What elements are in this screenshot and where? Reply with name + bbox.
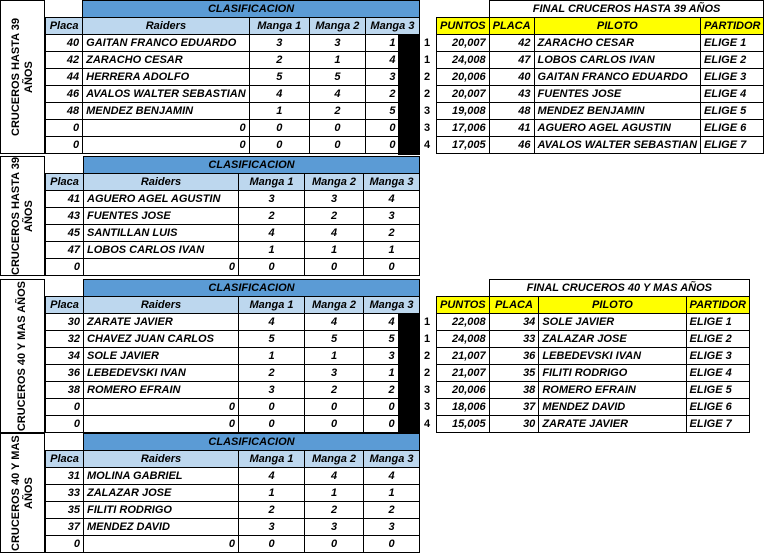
final-cell: ROMERO EFRAIN	[539, 382, 686, 399]
final-column-header: PARTIDOR	[686, 297, 749, 314]
table-cell: 0	[365, 137, 419, 154]
table-cell: 4	[365, 52, 419, 69]
table-cell: 44	[46, 69, 83, 86]
table-cell: 0	[46, 416, 84, 433]
final-title: FINAL CRUCEROS 40 Y MAS AÑOS	[489, 280, 749, 297]
table-row	[46, 242, 420, 259]
final-cell: ELIGE 7	[686, 416, 749, 433]
column-header: Manga 2	[305, 174, 364, 191]
rank-number: 1	[423, 54, 431, 66]
table-cell: 1	[249, 103, 309, 120]
rank-number: 3	[423, 122, 431, 134]
table-cell: 0	[249, 137, 309, 154]
rank-number: 3	[423, 401, 431, 413]
table-cell: 4	[239, 314, 305, 331]
table-cell: 2	[309, 103, 365, 120]
final-cell: 41	[489, 120, 534, 137]
final-cell: FILITI RODRIGO	[539, 365, 686, 382]
rank-number: 2	[423, 350, 431, 362]
table-cell: 4	[364, 314, 420, 331]
classification-table	[45, 0, 420, 154]
final-row	[437, 120, 764, 137]
table-cell: 5	[365, 103, 419, 120]
final-cell: 36	[489, 348, 539, 365]
table-row	[46, 331, 420, 348]
table-cell: 1	[364, 365, 420, 382]
final-cell: MENDEZ DAVID	[539, 399, 686, 416]
table-cell: 3	[309, 35, 365, 52]
rank-number: 3	[423, 105, 431, 117]
table-cell: 46	[46, 86, 83, 103]
final-cell: 47	[489, 52, 534, 69]
category-side-label	[0, 156, 45, 276]
table-row	[46, 69, 420, 86]
table-cell: 4	[239, 225, 305, 242]
column-header: Manga 3	[364, 174, 420, 191]
final-cell: ELIGE 5	[701, 103, 764, 120]
final-cell: 18,006	[437, 399, 490, 416]
rider-name-cell: ZALAZAR JOSE	[84, 485, 239, 502]
final-cell: 20,006	[437, 69, 490, 86]
table-row	[46, 399, 420, 416]
table-cell: 0	[46, 137, 83, 154]
table-cell: 3	[305, 519, 364, 536]
table-row	[46, 382, 420, 399]
final-cell: AVALOS WALTER SEBASTIAN	[534, 137, 701, 154]
category-side-label	[0, 0, 45, 154]
final-cell: ELIGE 3	[686, 348, 749, 365]
final-table-40	[436, 279, 750, 433]
table-cell: 5	[309, 69, 365, 86]
table-cell: 42	[46, 52, 83, 69]
column-header: Raiders	[83, 18, 250, 35]
final-cell: LEBEDEVSKI IVAN	[539, 348, 686, 365]
final-cell: 30	[489, 416, 539, 433]
table-cell: 0	[364, 399, 420, 416]
table-cell: 3	[249, 35, 309, 52]
final-row	[437, 365, 750, 382]
final-cell: 40	[489, 69, 534, 86]
table-cell: 3	[364, 519, 420, 536]
final-row	[437, 103, 764, 120]
table-cell: 0	[305, 399, 364, 416]
table-cell: 4	[305, 468, 364, 485]
final-cell: AGUERO AGEL AGUSTIN	[534, 120, 701, 137]
rider-name-cell: MENDEZ BENJAMIN	[83, 103, 250, 120]
final-cell: ZARACHO CESAR	[534, 35, 701, 52]
table-cell: 0	[309, 120, 365, 137]
table-cell: 43	[46, 208, 84, 225]
final-row	[437, 314, 750, 331]
table-cell: 5	[305, 331, 364, 348]
rider-name-cell: MENDEZ DAVID	[84, 519, 239, 536]
table-cell: 4	[239, 468, 305, 485]
final-cell: ELIGE 1	[686, 314, 749, 331]
rider-name-cell: FILITI RODRIGO	[84, 502, 239, 519]
final-cell: SOLE JAVIER	[539, 314, 686, 331]
final-cell: 20,007	[437, 35, 490, 52]
table-cell: 2	[249, 52, 309, 69]
final-cell: 20,006	[437, 382, 490, 399]
final-cell: ELIGE 4	[701, 86, 764, 103]
final-row	[437, 69, 764, 86]
table-cell: 48	[46, 103, 83, 120]
column-header: Manga 2	[305, 297, 364, 314]
final-cell: ELIGE 5	[686, 382, 749, 399]
table-cell: 2	[364, 382, 420, 399]
table-cell: 1	[365, 35, 419, 52]
rank-number: 2	[423, 71, 431, 83]
table-cell: 3	[305, 191, 364, 208]
table-cell: 4	[364, 468, 420, 485]
table-cell: 1	[305, 348, 364, 365]
table-cell: 32	[46, 331, 84, 348]
final-cell: 24,008	[437, 52, 490, 69]
rider-name-cell: 0	[83, 137, 250, 154]
rider-name-cell: MOLINA GABRIEL	[84, 468, 239, 485]
final-title: FINAL CRUCEROS HASTA 39 AÑOS	[489, 1, 764, 18]
table-cell: 38	[46, 382, 84, 399]
table-cell: 0	[364, 536, 420, 553]
final-column-header: PLACA	[489, 297, 539, 314]
table-cell: 1	[364, 485, 420, 502]
table-cell: 2	[305, 502, 364, 519]
final-cell: 15,005	[437, 416, 490, 433]
rider-name-cell: GAITAN FRANCO EDUARDO	[83, 35, 250, 52]
final-cell: 21,007	[437, 365, 490, 382]
rider-name-cell: 0	[84, 416, 239, 433]
final-row	[437, 382, 750, 399]
category-side-label	[0, 279, 45, 433]
table-cell: 1	[305, 485, 364, 502]
table-cell: 2	[305, 208, 364, 225]
table-cell: 1	[239, 485, 305, 502]
column-header: Placa	[46, 451, 84, 468]
classification-table	[45, 279, 420, 433]
table-row	[46, 35, 420, 52]
table-row	[46, 208, 420, 225]
column-header: Placa	[46, 174, 84, 191]
final-cell: LOBOS CARLOS IVAN	[534, 52, 701, 69]
table-cell: 0	[239, 399, 305, 416]
blank-cell	[437, 280, 490, 297]
blank-cell	[46, 434, 84, 451]
column-header: Manga 1	[249, 18, 309, 35]
rider-name-cell: CHAVEZ JUAN CARLOS	[84, 331, 239, 348]
final-row	[437, 348, 750, 365]
rider-name-cell: SANTILLAN LUIS	[84, 225, 239, 242]
rider-name-cell: 0	[84, 259, 239, 276]
table-cell: 0	[305, 536, 364, 553]
blank-cell	[46, 157, 84, 174]
final-row	[437, 52, 764, 69]
table-cell: 3	[239, 191, 305, 208]
final-cell: ZALAZAR JOSE	[539, 331, 686, 348]
table-cell: 0	[239, 416, 305, 433]
table-row	[46, 468, 420, 485]
table-cell: 33	[46, 485, 84, 502]
rider-name-cell: AGUERO AGEL AGUSTIN	[84, 191, 239, 208]
column-header: Manga 3	[364, 451, 420, 468]
table-cell: 4	[305, 225, 364, 242]
final-column-header: PILOTO	[539, 297, 686, 314]
classification-table	[45, 156, 420, 276]
table-cell: 0	[364, 416, 420, 433]
column-header: Manga 3	[365, 18, 419, 35]
table-cell: 47	[46, 242, 84, 259]
table-cell: 30	[46, 314, 84, 331]
table-cell: 4	[249, 86, 309, 103]
table-row	[46, 52, 420, 69]
table-cell: 5	[249, 69, 309, 86]
category-label-text: CRUCEROS HASTA 39 AÑOS	[9, 157, 35, 275]
table-cell: 3	[364, 208, 420, 225]
final-cell: 19,008	[437, 103, 490, 120]
table-row	[46, 86, 420, 103]
column-header: Raiders	[84, 297, 239, 314]
final-cell: 21,007	[437, 348, 490, 365]
classification-title: CLASIFICACION	[84, 157, 420, 174]
blank-cell	[46, 280, 84, 297]
table-cell: 0	[249, 120, 309, 137]
table-row	[46, 314, 420, 331]
classification-40-group-b	[0, 433, 420, 553]
final-column-header: PILOTO	[534, 18, 701, 35]
final-cell: 17,006	[437, 120, 490, 137]
table-cell: 3	[364, 348, 420, 365]
final-cell: ELIGE 6	[686, 399, 749, 416]
category-label-text: CRUCEROS HASTA 39 AÑOS	[9, 18, 35, 136]
classification-title: CLASIFICACION	[84, 280, 420, 297]
final-column-header: PARTIDOR	[701, 18, 764, 35]
classification-table	[45, 433, 420, 553]
table-cell: 2	[364, 225, 420, 242]
final-cell: 48	[489, 103, 534, 120]
table-cell: 3	[305, 365, 364, 382]
final-cell: 17,005	[437, 137, 490, 154]
rank-number: 4	[423, 139, 431, 151]
table-cell: 31	[46, 468, 84, 485]
table-cell: 35	[46, 502, 84, 519]
rider-name-cell: 0	[83, 120, 250, 137]
final-cell: 24,008	[437, 331, 490, 348]
table-row	[46, 485, 420, 502]
table-cell: 0	[46, 399, 84, 416]
table-cell: 4	[309, 86, 365, 103]
final-cell: FUENTES JOSE	[534, 86, 701, 103]
table-cell: 0	[239, 536, 305, 553]
rank-number: 2	[423, 367, 431, 379]
rider-name-cell: AVALOS WALTER SEBASTIAN	[83, 86, 250, 103]
final-row	[437, 331, 750, 348]
table-cell: 2	[239, 502, 305, 519]
table-cell: 0	[305, 416, 364, 433]
final-column-header: PUNTOS	[437, 18, 490, 35]
final-cell: 42	[489, 35, 534, 52]
rider-name-cell: ZARACHO CESAR	[83, 52, 250, 69]
table-row	[46, 103, 420, 120]
rank-number: 2	[423, 88, 431, 100]
final-cell: 22,008	[437, 314, 490, 331]
rider-name-cell: ZARATE JAVIER	[84, 314, 239, 331]
final-cell: 43	[489, 86, 534, 103]
table-cell: 2	[364, 502, 420, 519]
table-row	[46, 416, 420, 433]
column-header: Manga 1	[239, 174, 305, 191]
final-column-header: PLACA	[489, 18, 534, 35]
table-cell: 45	[46, 225, 84, 242]
final-cell: 35	[489, 365, 539, 382]
classification-title: CLASIFICACION	[83, 1, 420, 18]
rider-name-cell: LEBEDEVSKI IVAN	[84, 365, 239, 382]
table-row	[46, 225, 420, 242]
table-row	[46, 120, 420, 137]
column-header: Manga 2	[305, 451, 364, 468]
final-row	[437, 86, 764, 103]
rank-number: 1	[423, 37, 431, 49]
final-cell: ZARATE JAVIER	[539, 416, 686, 433]
table-cell: 41	[46, 191, 84, 208]
table-cell: 1	[305, 242, 364, 259]
column-header: Manga 2	[309, 18, 365, 35]
table-row	[46, 365, 420, 382]
rider-name-cell: SOLE JAVIER	[84, 348, 239, 365]
final-cell: 34	[489, 314, 539, 331]
table-cell: 5	[239, 331, 305, 348]
final-table-39	[436, 0, 764, 154]
table-cell: 0	[46, 536, 84, 553]
table-row	[46, 519, 420, 536]
table-cell: 3	[365, 69, 419, 86]
table-cell: 2	[305, 382, 364, 399]
rider-name-cell: HERRERA ADOLFO	[83, 69, 250, 86]
table-row	[46, 137, 420, 154]
classification-title: CLASIFICACION	[84, 434, 420, 451]
category-label-text: CRUCEROS 40 Y MAS AÑOS	[16, 280, 28, 432]
table-cell: 0	[46, 259, 84, 276]
table-cell: 37	[46, 519, 84, 536]
rider-name-cell: LOBOS CARLOS IVAN	[84, 242, 239, 259]
table-cell: 4	[364, 191, 420, 208]
final-cell: ELIGE 6	[701, 120, 764, 137]
table-cell: 0	[305, 259, 364, 276]
classification-40-group-a	[0, 279, 431, 433]
column-header: Manga 1	[239, 297, 305, 314]
rider-name-cell: FUENTES JOSE	[84, 208, 239, 225]
column-header: Placa	[46, 297, 84, 314]
rider-name-cell: ROMERO EFRAIN	[84, 382, 239, 399]
table-row	[46, 536, 420, 553]
table-cell: 1	[239, 242, 305, 259]
table-cell: 34	[46, 348, 84, 365]
table-row	[46, 348, 420, 365]
table-cell: 1	[309, 52, 365, 69]
table-cell: 1	[239, 348, 305, 365]
table-cell: 4	[305, 314, 364, 331]
final-cell: GAITAN FRANCO EDUARDO	[534, 69, 701, 86]
final-row	[437, 416, 750, 433]
final-cell: ELIGE 4	[686, 365, 749, 382]
column-header: Manga 1	[239, 451, 305, 468]
column-header: Placa	[46, 18, 83, 35]
column-header: Manga 3	[364, 297, 420, 314]
table-cell: 40	[46, 35, 83, 52]
category-side-label	[0, 433, 45, 553]
final-cell: ELIGE 1	[701, 35, 764, 52]
rider-name-cell: 0	[84, 536, 239, 553]
final-cell: ELIGE 2	[701, 52, 764, 69]
table-cell: 0	[309, 137, 365, 154]
rider-name-cell: 0	[84, 399, 239, 416]
table-cell: 2	[239, 208, 305, 225]
table-row	[46, 502, 420, 519]
final-cell: 46	[489, 137, 534, 154]
table-cell: 36	[46, 365, 84, 382]
column-header: Raiders	[84, 174, 239, 191]
table-row	[46, 259, 420, 276]
table-cell: 0	[46, 120, 83, 137]
category-label-text: CRUCEROS 40 Y MAS AÑOS	[9, 435, 35, 551]
table-cell: 2	[365, 86, 419, 103]
table-cell: 3	[239, 519, 305, 536]
table-cell: 3	[239, 382, 305, 399]
final-cell: 37	[489, 399, 539, 416]
table-cell: 1	[364, 242, 420, 259]
table-cell: 0	[365, 120, 419, 137]
final-column-header: PUNTOS	[437, 297, 490, 314]
classification-39-group-a	[0, 0, 431, 154]
table-row	[46, 191, 420, 208]
rank-number: 1	[423, 316, 431, 328]
rank-number: 3	[423, 384, 431, 396]
final-cell: ELIGE 3	[701, 69, 764, 86]
final-cell: 38	[489, 382, 539, 399]
column-header: Raiders	[84, 451, 239, 468]
rank-number: 4	[423, 418, 431, 430]
final-cell: ELIGE 7	[701, 137, 764, 154]
rank-number: 1	[423, 333, 431, 345]
final-cell: ELIGE 2	[686, 331, 749, 348]
final-cell: 33	[489, 331, 539, 348]
final-row	[437, 137, 764, 154]
table-cell: 0	[364, 259, 420, 276]
final-cell: MENDEZ BENJAMIN	[534, 103, 701, 120]
final-row	[437, 399, 750, 416]
final-cell: 20,007	[437, 86, 490, 103]
table-cell: 5	[364, 331, 420, 348]
classification-39-group-b	[0, 156, 420, 276]
table-cell: 0	[239, 259, 305, 276]
blank-cell	[46, 1, 83, 18]
blank-cell	[437, 1, 490, 18]
final-row	[437, 35, 764, 52]
table-cell: 2	[239, 365, 305, 382]
